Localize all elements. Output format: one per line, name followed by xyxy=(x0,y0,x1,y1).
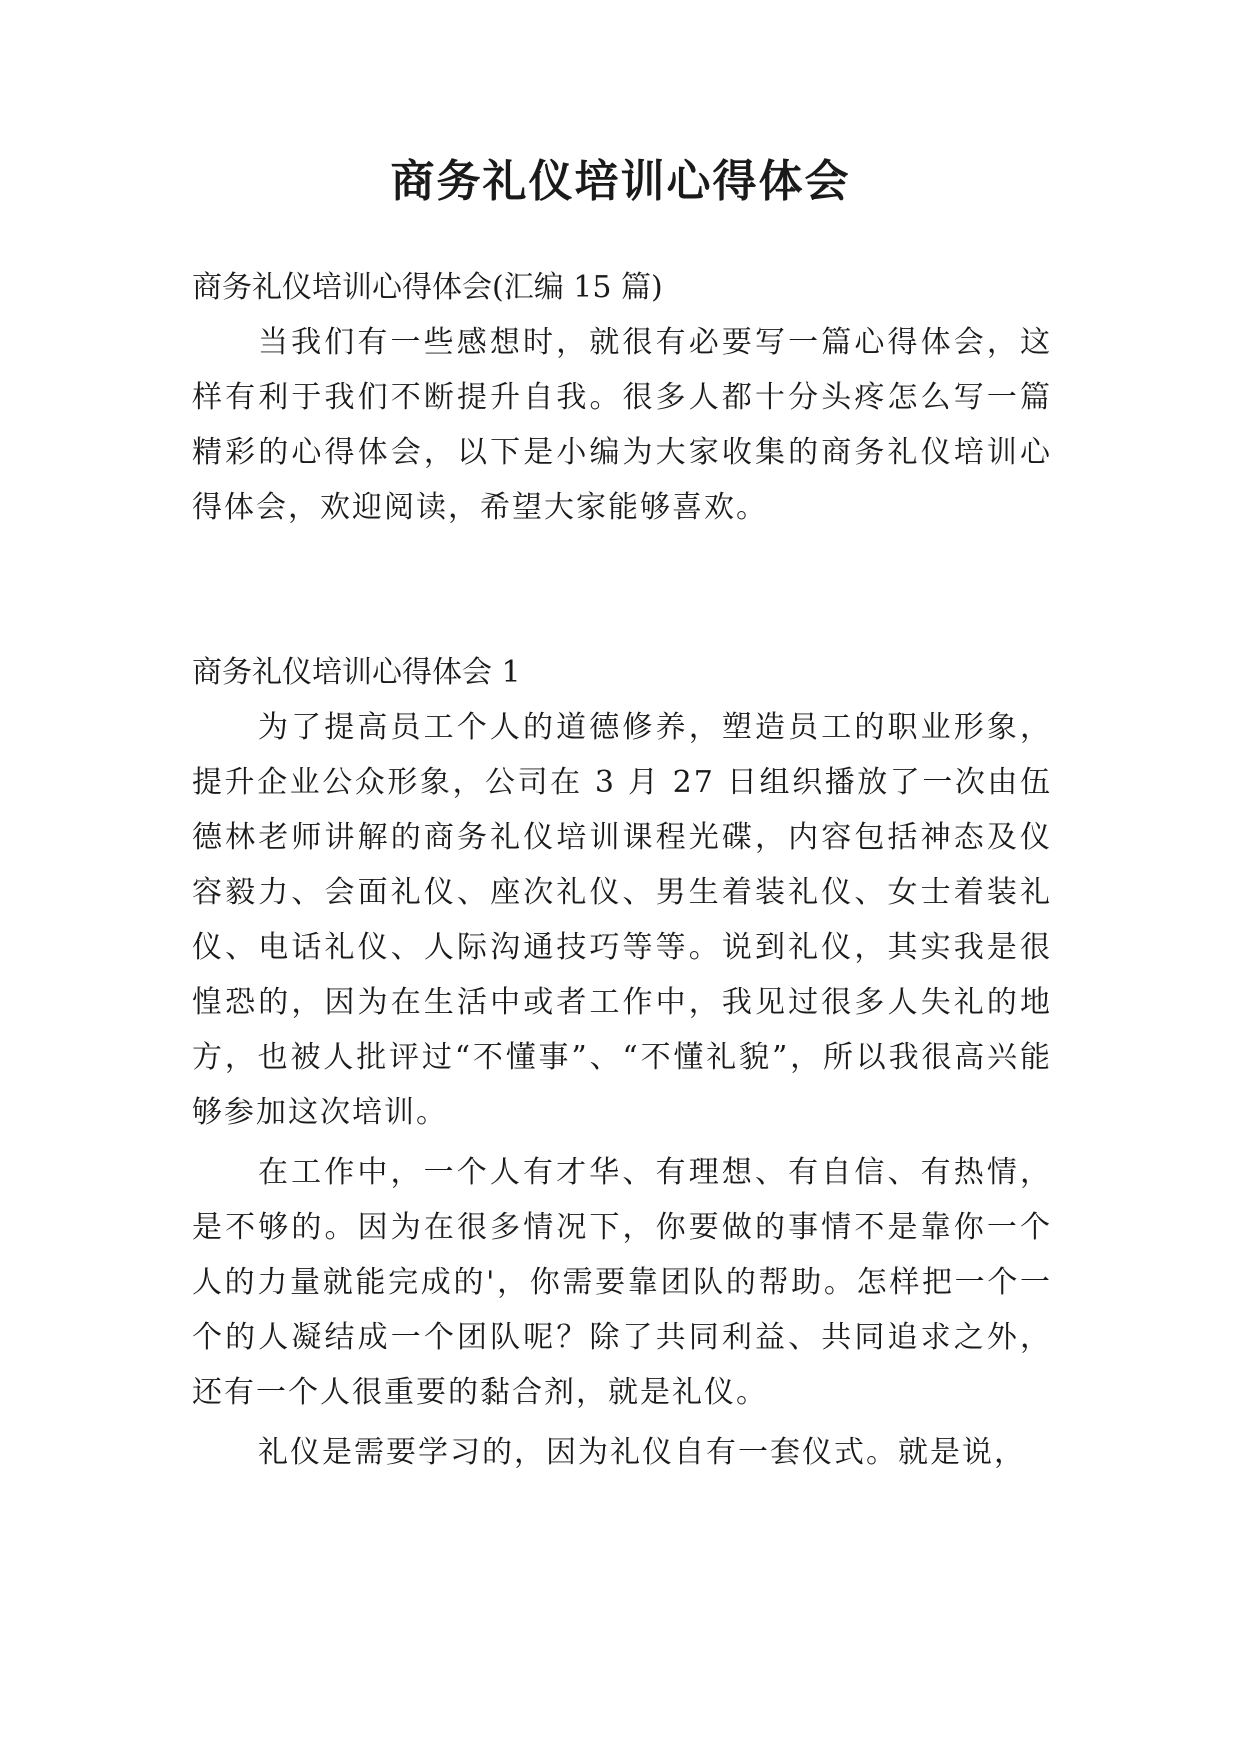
section1-paragraph: 礼仪是需要学习的，因为礼仪自有一套仪式。就是说， xyxy=(258,1435,1026,1470)
document-title: 商务礼仪培训心得体会 xyxy=(390,156,851,207)
section1-heading: 商务礼仪培训心得体会 1 xyxy=(192,655,521,690)
document-body xyxy=(192,260,1052,1480)
intro-heading: 商务礼仪培训心得体会(汇编 15 篇) xyxy=(192,270,663,305)
section-spacer xyxy=(192,535,1052,645)
section1-paragraph: 在工作中，一个人有才华、有理想、有自信、有热情，是不够的。因为在很多情况下，你要做的事情不是靠你一个人的力量就能完成的'，你需要靠团队的帮助。怎样把一个一个的人凝结成一个团队呢？除了共同利益、共同追求之外，还有一个人很重要的黏合剂，就是礼仪。 xyxy=(192,1155,1052,1410)
intro-paragraph: 当我们有一些感想时，就很有必要写一篇心得体会，这样有利于我们不断提升自我。很多人都十分头疼怎么写一篇精彩的心得体会，以下是小编为大家收集的商务礼仪培训心得体会，欢迎阅读，希望大家能够喜欢。 xyxy=(192,325,1052,525)
section1-paragraph: 为了提高员工个人的道德修养，塑造员工的职业形象，提升企业公众形象，公司在 3 月 27 日组织播放了一次由伍德林老师讲解的商务礼仪培训课程光碟，内容包括神态及仪容毅力、会面礼仪、座次礼仪、男生着装礼仪、女士着装礼仪、电话礼仪、人际沟通技巧等等。说到礼仪，其实我是很惶恐的，因为在生活中或者工作中，我见过很多人失礼的地方，也被人批评过“不懂事”、“不懂礼貌”，所以我很高兴能够参加这次培训。 xyxy=(192,710,1052,1130)
